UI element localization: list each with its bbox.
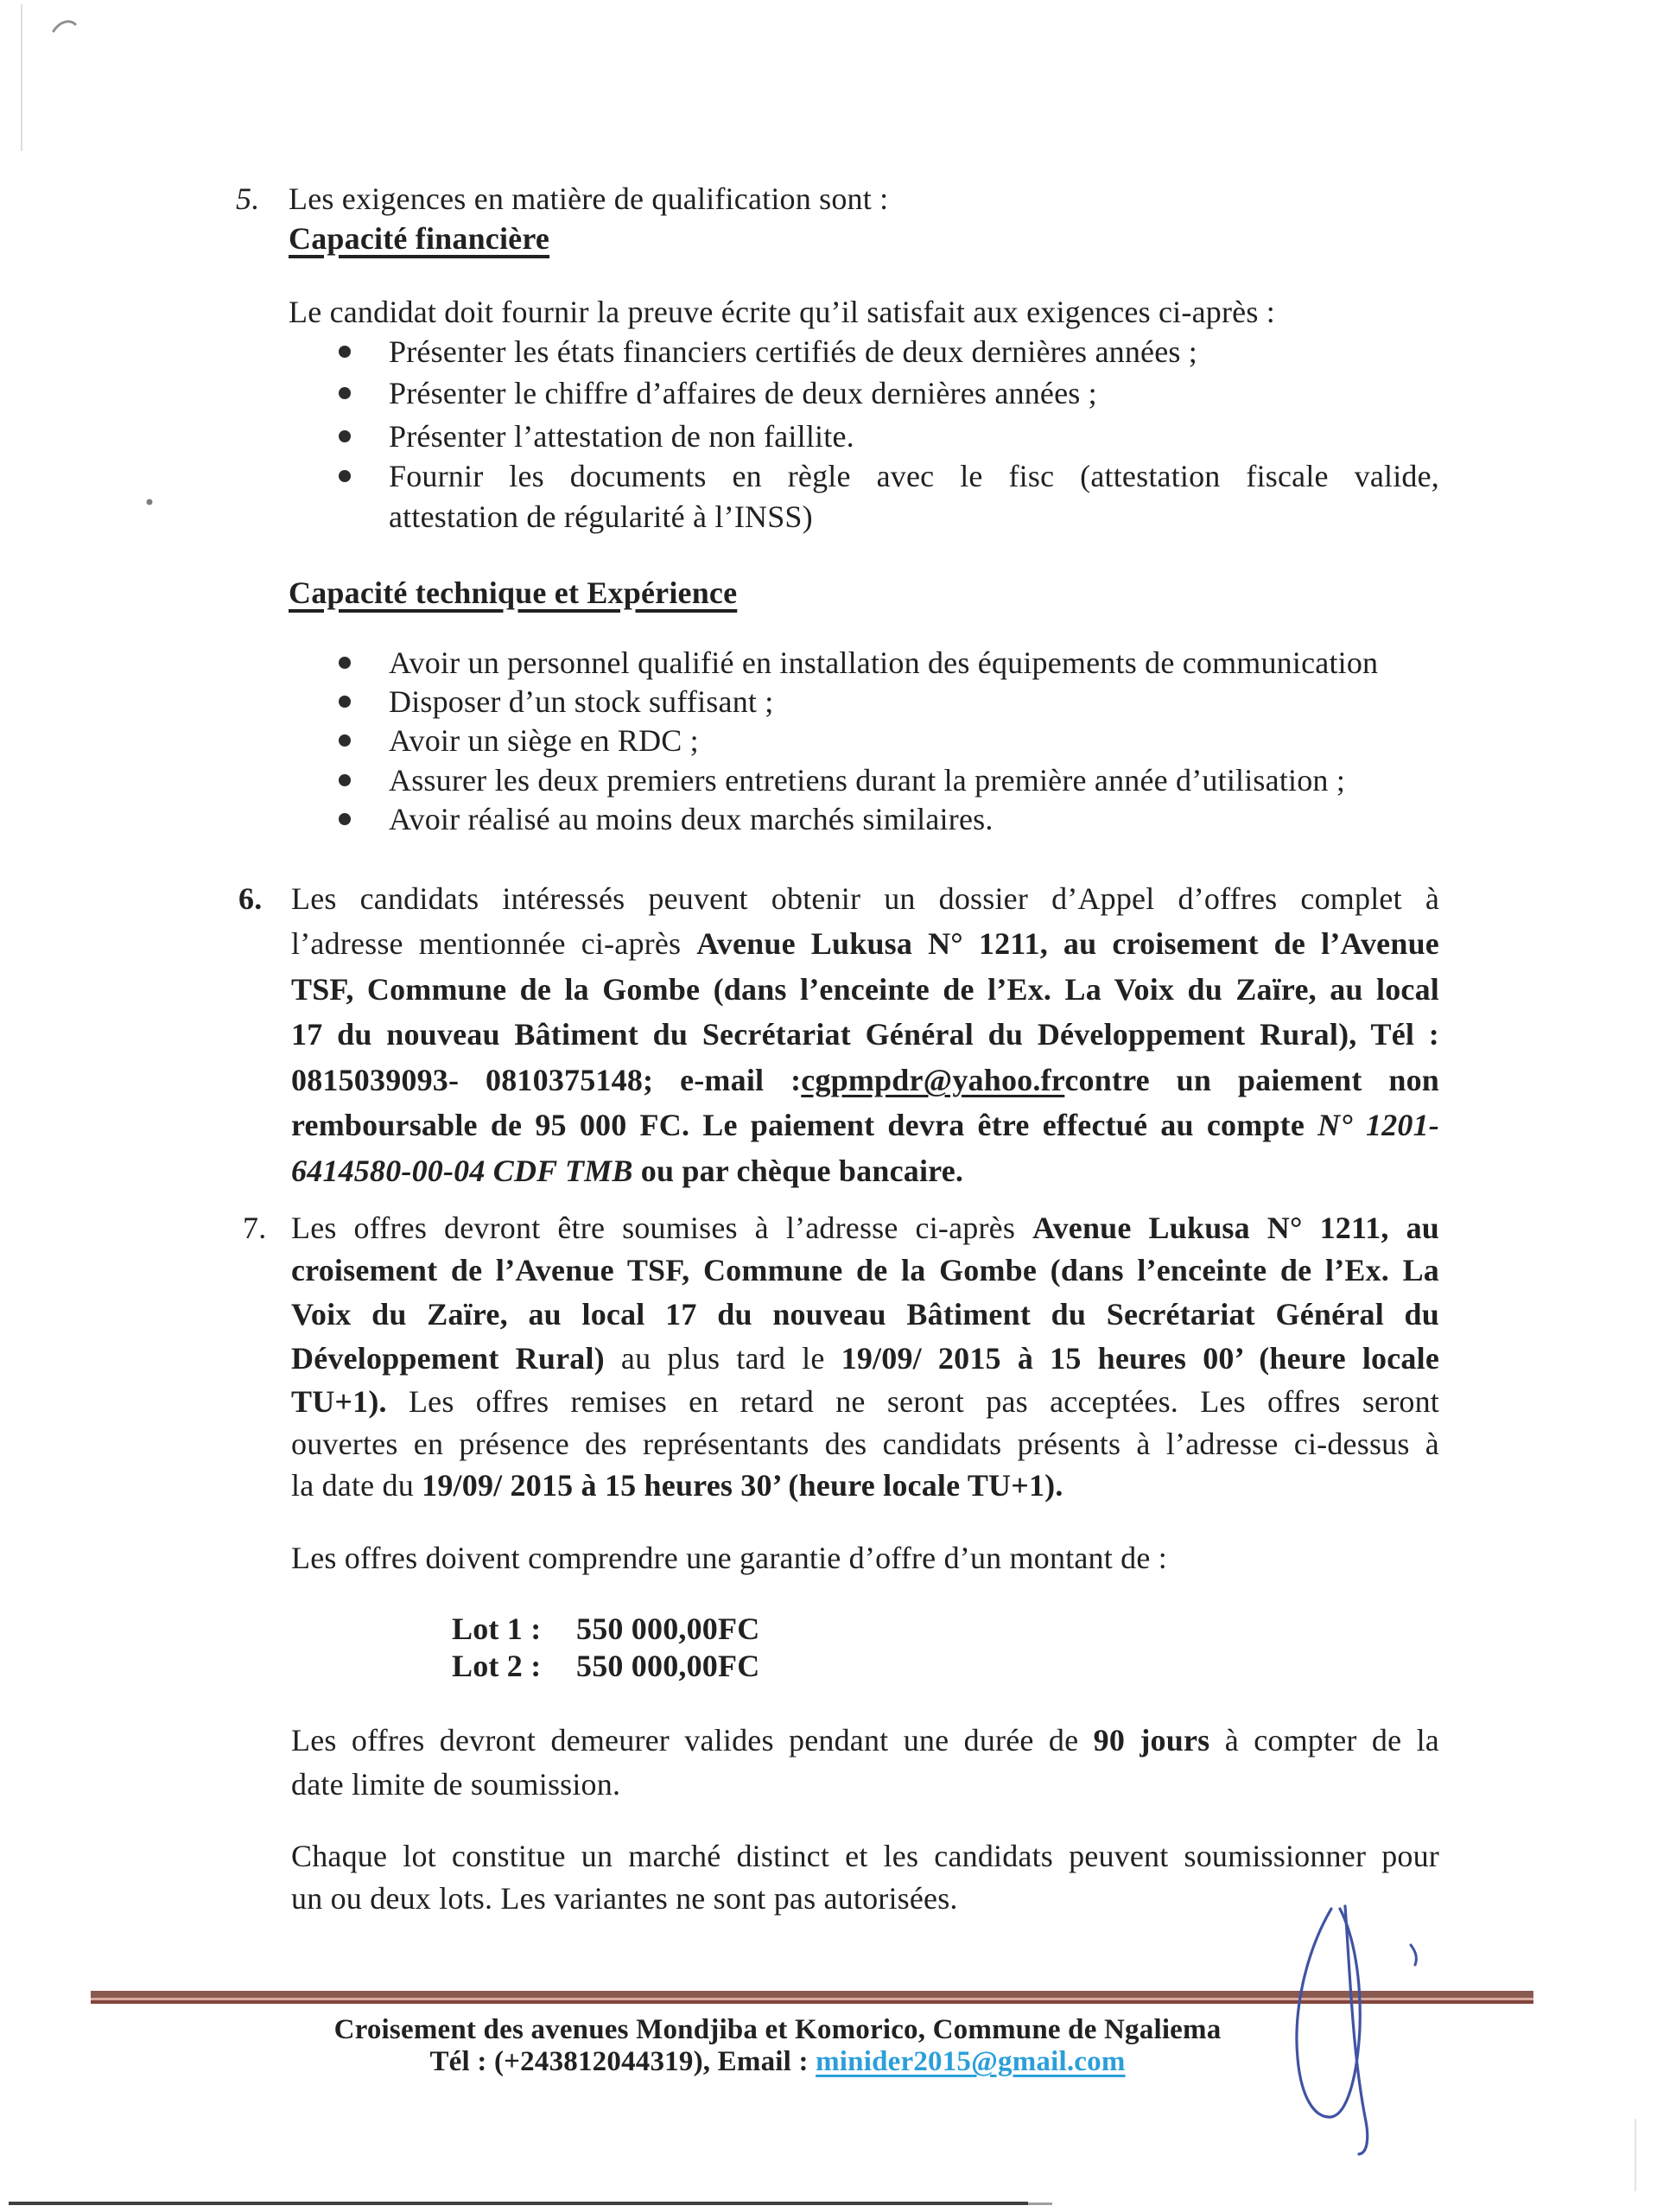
signature-ink [1297,1906,1416,2154]
heading-capacite-financiere-segment: Capacité financière [289,221,550,256]
bullet-siege-segment: Avoir un siège en RDC ; [389,723,699,758]
item7-line1-segment: Avenue Lukusa N° 1211, au [1032,1211,1439,1245]
bullet-fisc-line2-segment: attestation de régularité à l’INSS) [389,499,813,534]
item6-line5-segment: cgpmpdr@yahoo.fr [801,1063,1065,1097]
item6-line7-segment: 6414580-00-04 CDF TMB [291,1154,641,1188]
lot2-value-segment: 550 000,00FC [576,1649,760,1683]
email-link[interactable]: minider2015@gmail.com [816,2046,1126,2077]
ink-speck [147,499,153,505]
para-validite-line2-segment: date limite de soumission. [291,1767,621,1802]
bullet-personnel-segment: Avoir un personnel qualifié en installation des équipements de communication [389,645,1379,680]
item7-number-segment: 7. [243,1211,267,1245]
item5-intro-segment: Les exigences en matière de qualification sont : [289,181,889,216]
item7-line5-segment: TU+1). [291,1384,387,1419]
item5-number-segment: 5. [236,181,260,216]
item6-line3-segment: TSF, Commune de la Gombe (dans l’enceinte de l’Ex. La Voix du Zaïre, au local [291,972,1439,1007]
item6-line5-segment: 0815039093- 0810375148; e-mail : [291,1063,802,1097]
item6-line2-segment: l’adresse mentionnée ci-après [291,926,697,961]
para-validite-line1-segment: Les offres devront demeurer valides pendant une durée de [291,1723,1094,1758]
item7-line7-segment: la date du [291,1468,422,1503]
pen-mark [54,22,75,31]
item6-line7-segment: ou par chèque bancaire. [640,1154,964,1188]
item7-line4-segment: 19/09/ 2015 à 15 heures 00’ (heure locale [841,1341,1439,1376]
item7-line6-segment: ouvertes en présence des représentants des candidats présents à l’adresse ci-dessus à [291,1427,1439,1461]
bullet-fisc-line1-segment: Fournir les documents en règle avec le fisc (attestation fiscale valide, [389,459,1439,493]
signature-tick [1411,1945,1416,1965]
item6-number-segment: 6. [238,881,263,916]
footer-contact-segment: Tél : (+243812044319), Email : [429,2046,816,2077]
para-candidat-segment: Le candidat doit fournir la preuve écrite qu’il satisfait aux exigences ci-après : [289,295,1275,329]
bullet-entretiens-segment: Assurer les deux premiers entretiens durant la première année d’utilisation ; [389,763,1346,798]
signature-stroke [1345,1906,1368,2154]
para-validite-line1-segment: 90 jours [1093,1723,1210,1758]
para-garantie-segment: Les offres doivent comprendre une garantie d’offre d’un montant de : [291,1541,1167,1575]
bullet-etats-financiers-segment: Présenter les états financiers certifiés de deux dernières années ; [389,334,1197,369]
bullet-chiffre-affaires-segment: Présenter le chiffre d’affaires de deux dernières années ; [389,376,1097,410]
para-lots-line1-segment: Chaque lot constitue un marché distinct et les candidats peuvent soumissionner pour [291,1839,1439,1873]
item6-line5-segment: contre un paiement non [1064,1063,1439,1097]
item6-line1-segment: Les candidats intéressés peuvent obtenir un dossier d’Appel d’offres complet à [291,881,1439,916]
item7-line7-segment: 19/09/ 2015 à 15 heures 30’ (heure locale TU+1). [422,1468,1063,1503]
item7-line1-segment: Les offres devront être soumises à l’adresse ci-après [291,1211,1033,1245]
footer-address-segment: Croisement des avenues Mondjiba et Komorico, Commune de Ngaliema [333,2014,1222,2045]
para-validite-line1-segment: à compter de la [1209,1723,1439,1758]
signature-loop [1297,1909,1360,2117]
item7-line5-segment: Les offres remises en retard ne seront pas acceptées. Les offres seront [386,1384,1439,1419]
bullet-non-faillite-segment: Présenter l’attestation de non faillite. [389,419,854,454]
item7-line4-segment: au plus tard le [604,1341,841,1376]
para-lots-line2-segment: un ou deux lots. Les variantes ne sont pas autorisées. [291,1881,958,1916]
item7-line2-segment: croisement de l’Avenue TSF, Commune de la Gombe (dans l’enceinte de l’Ex. La [291,1253,1439,1287]
item6-line4-segment: 17 du nouveau Bâtiment du Secrétariat Général du Développement Rural), Tél : [291,1017,1439,1052]
lot2-label-segment: Lot 2 : [452,1649,542,1683]
item6-line6-segment: N° 1201- [1317,1108,1439,1142]
item6-line6-segment: remboursable de 95 000 FC. Le paiement devra être effectué au compte [291,1108,1318,1142]
bullet-marches-segment: Avoir réalisé au moins deux marchés similaires. [389,802,994,836]
item7-line4-segment: Développement Rural) [291,1341,605,1376]
item7-line3-segment: Voix du Zaïre, au local 17 du nouveau Bâtiment du Secrétariat Général du [291,1297,1439,1332]
bullet-stock-segment: Disposer d’un stock suffisant ; [389,684,774,719]
item6-line2-segment: Avenue Lukusa N° 1211, au croisement de l’Avenue [696,926,1439,961]
lot1-value-segment: 550 000,00FC [576,1611,760,1646]
heading-capacite-technique-segment: Capacité technique et Expérience [289,575,738,610]
lot1-label-segment: Lot 1 : [452,1611,542,1646]
